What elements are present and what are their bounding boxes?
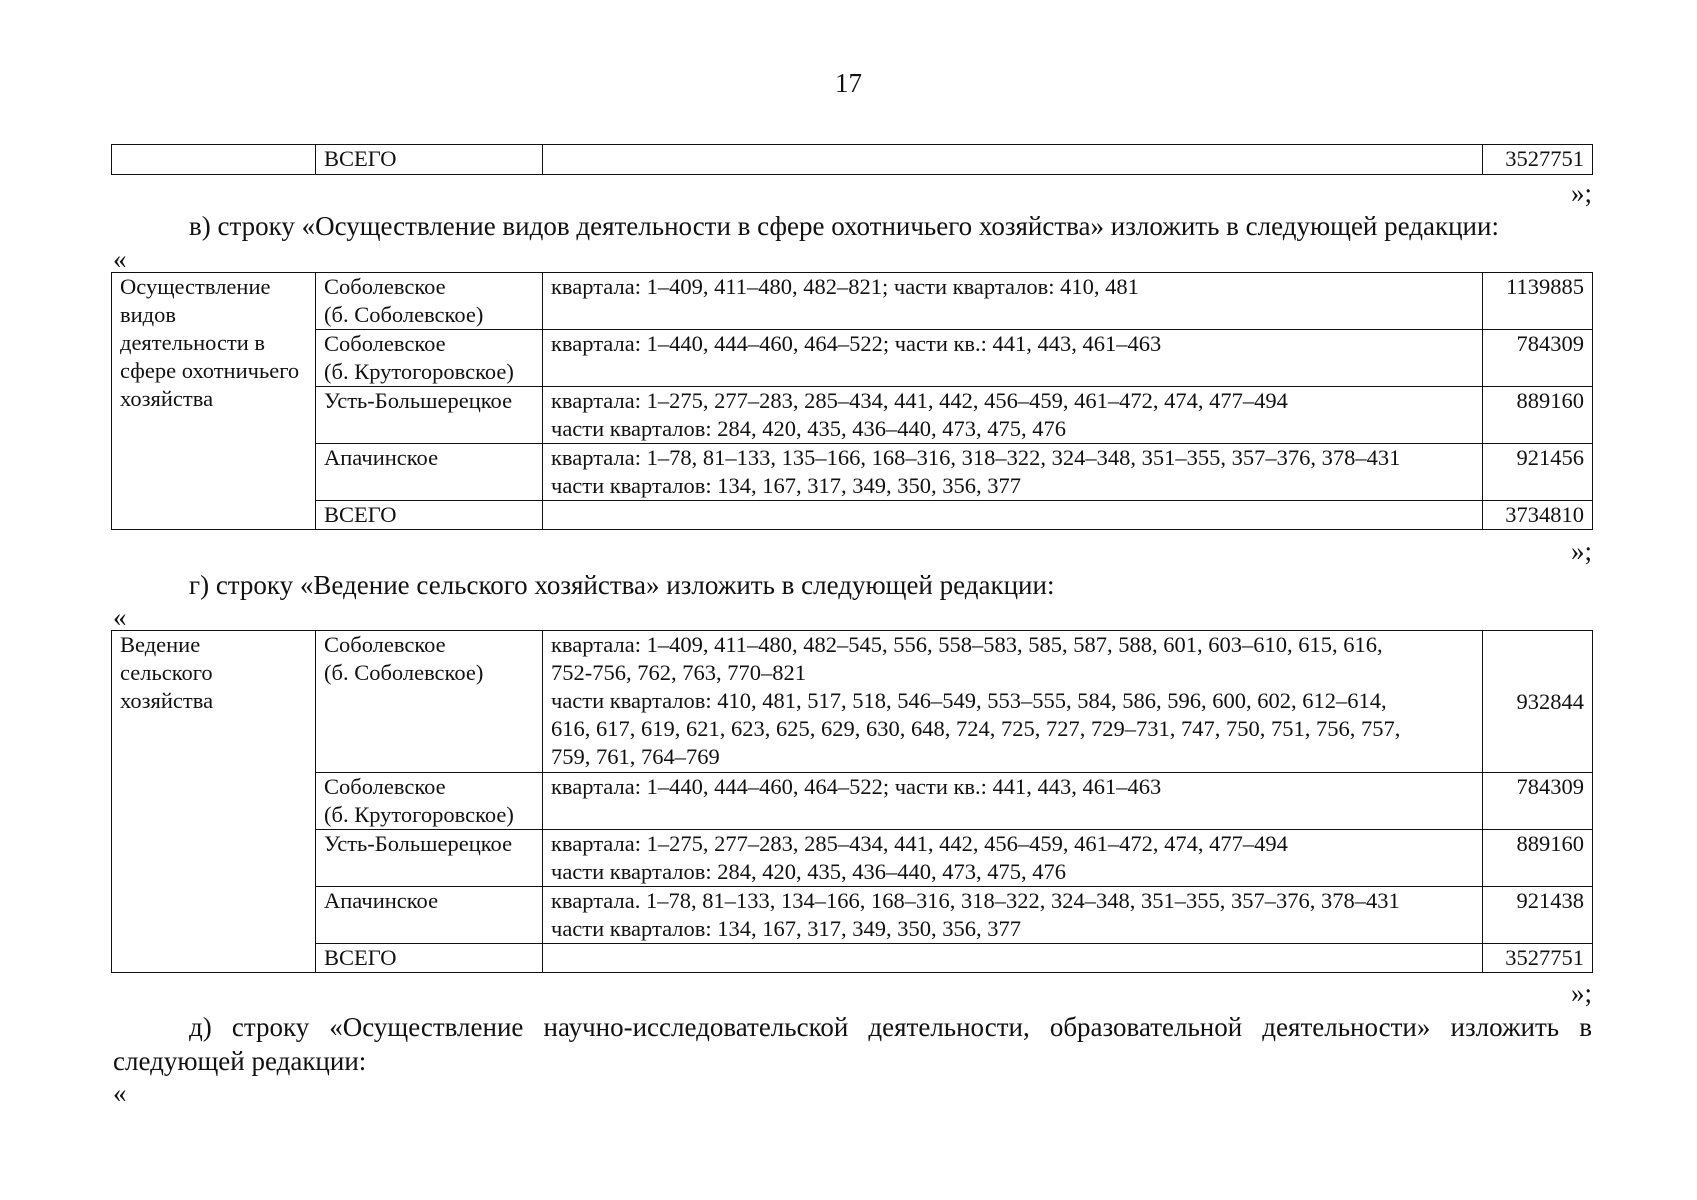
hunting-table <box>111 272 1593 530</box>
quarters-cell: квартала: 1–78, 81–133, 135–166, 168–316, 318–322, 324–348, 351–355, 357–376, 378–431 части кварталов: 134, 167, 317, 349, 350, 356, 377 <box>543 444 1483 501</box>
total-label: ВСЕГО <box>316 145 543 175</box>
quarters-cell: квартала: 1–275, 277–283, 285–434, 441, 442, 456–459, 461–472, 474, 477–494 части кварталов: 284, 420, 435, 436–440, 473, 475, 476 <box>543 387 1483 444</box>
paragraph-v: в) строку «Осуществление видов деятельности в сфере охотничьего хозяйства» изложить в следующей редакции: <box>189 211 1499 241</box>
forestry-cell: Соболевское (б. Соболевское) <box>316 273 543 330</box>
table-row <box>112 773 1593 830</box>
paragraph-g: г) строку «Ведение сельского хозяйства» изложить в следующей редакции: <box>189 570 1055 600</box>
forestry-cell: Соболевское (б. Крутогоровское) <box>316 773 543 830</box>
forestry-cell: Соболевское (б. Соболевское) <box>316 631 543 773</box>
table-row <box>112 887 1593 944</box>
forestry-cell: Апачинское <box>316 887 543 944</box>
empty-cell <box>543 944 1483 973</box>
total-label: ВСЕГО <box>316 501 543 530</box>
quarters-cell: квартала. 1–78, 81–133, 134–166, 168–316, 318–322, 324–348, 351–355, 357–376, 378–431 части кварталов: 134, 167, 317, 349, 350, 356, 377 <box>543 887 1483 944</box>
total-value: 3527751 <box>1483 944 1593 973</box>
area-value: 1139885 <box>1483 273 1593 330</box>
area-value: 921456 <box>1483 444 1593 501</box>
table-row <box>112 631 1593 773</box>
area-value: 784309 <box>1483 773 1593 830</box>
area-value: 932844 <box>1483 631 1593 773</box>
table-row <box>112 330 1593 387</box>
quarters-cell: квартала: 1–440, 444–460, 464–522; части кв.: 441, 443, 461–463 <box>543 330 1483 387</box>
opening-quote: « <box>113 602 127 632</box>
agriculture-table <box>111 630 1593 973</box>
area-value: 889160 <box>1483 387 1593 444</box>
area-value: 921438 <box>1483 887 1593 944</box>
table-row <box>112 387 1593 444</box>
forestry-cell: Соболевское (б. Крутогоровское) <box>316 330 543 387</box>
area-value: 784309 <box>1483 330 1593 387</box>
closing-quote: »; <box>1570 178 1592 208</box>
total-row <box>112 944 1593 973</box>
total-value: 3734810 <box>1483 501 1593 530</box>
table-row <box>112 444 1593 501</box>
forestry-cell: Усть-Большерецкое <box>316 830 543 887</box>
previous-table-total <box>111 144 1593 175</box>
empty-cell <box>543 145 1483 175</box>
table-row <box>112 273 1593 330</box>
category-cell: Ведение сельского хозяйства <box>112 631 316 973</box>
opening-quote: « <box>113 244 127 274</box>
forestry-cell: Апачинское <box>316 444 543 501</box>
page-number: 17 <box>835 68 862 98</box>
total-row <box>112 145 1593 175</box>
empty-cell <box>112 145 316 175</box>
forestry-cell: Усть-Большерецкое <box>316 387 543 444</box>
closing-quote: »; <box>1570 536 1592 566</box>
quarters-cell: квартала: 1–440, 444–460, 464–522; части кв.: 441, 443, 461–463 <box>543 773 1483 830</box>
table-row <box>112 830 1593 887</box>
paragraph-d: д) строку «Осуществление научно-исследовательской деятельности, образовательной деятельности» изложить в следующей редакции: <box>113 1012 1592 1076</box>
category-cell: Осуществление видов деятельности в сфере охотничьего хозяйства <box>112 273 316 530</box>
total-label: ВСЕГО <box>316 944 543 973</box>
empty-cell <box>543 501 1483 530</box>
total-row <box>112 501 1593 530</box>
opening-quote: « <box>113 1078 127 1108</box>
quarters-cell: квартала: 1–275, 277–283, 285–434, 441, 442, 456–459, 461–472, 474, 477–494 части кварталов: 284, 420, 435, 436–440, 473, 475, 476 <box>543 830 1483 887</box>
quarters-cell: квартала: 1–409, 411–480, 482–545, 556, 558–583, 585, 587, 588, 601, 603–610, 615, 616, 752-756, 762, 763, 770–821 части кварталов: 410, 481, 517, 518, 546–549, 553–555, 584, 586, 596, 600, 602, 612–614, 616, 617, 619, 621, 623, 625, 629, 630, 648, 724, 725, 727, 729–731, 747, 750, 751, 756, 757, 759, 761, 764–769 <box>543 631 1483 773</box>
closing-quote: »; <box>1570 978 1592 1008</box>
area-value: 889160 <box>1483 830 1593 887</box>
quarters-cell: квартала: 1–409, 411–480, 482–821; части кварталов: 410, 481 <box>543 273 1483 330</box>
total-value: 3527751 <box>1483 145 1593 175</box>
